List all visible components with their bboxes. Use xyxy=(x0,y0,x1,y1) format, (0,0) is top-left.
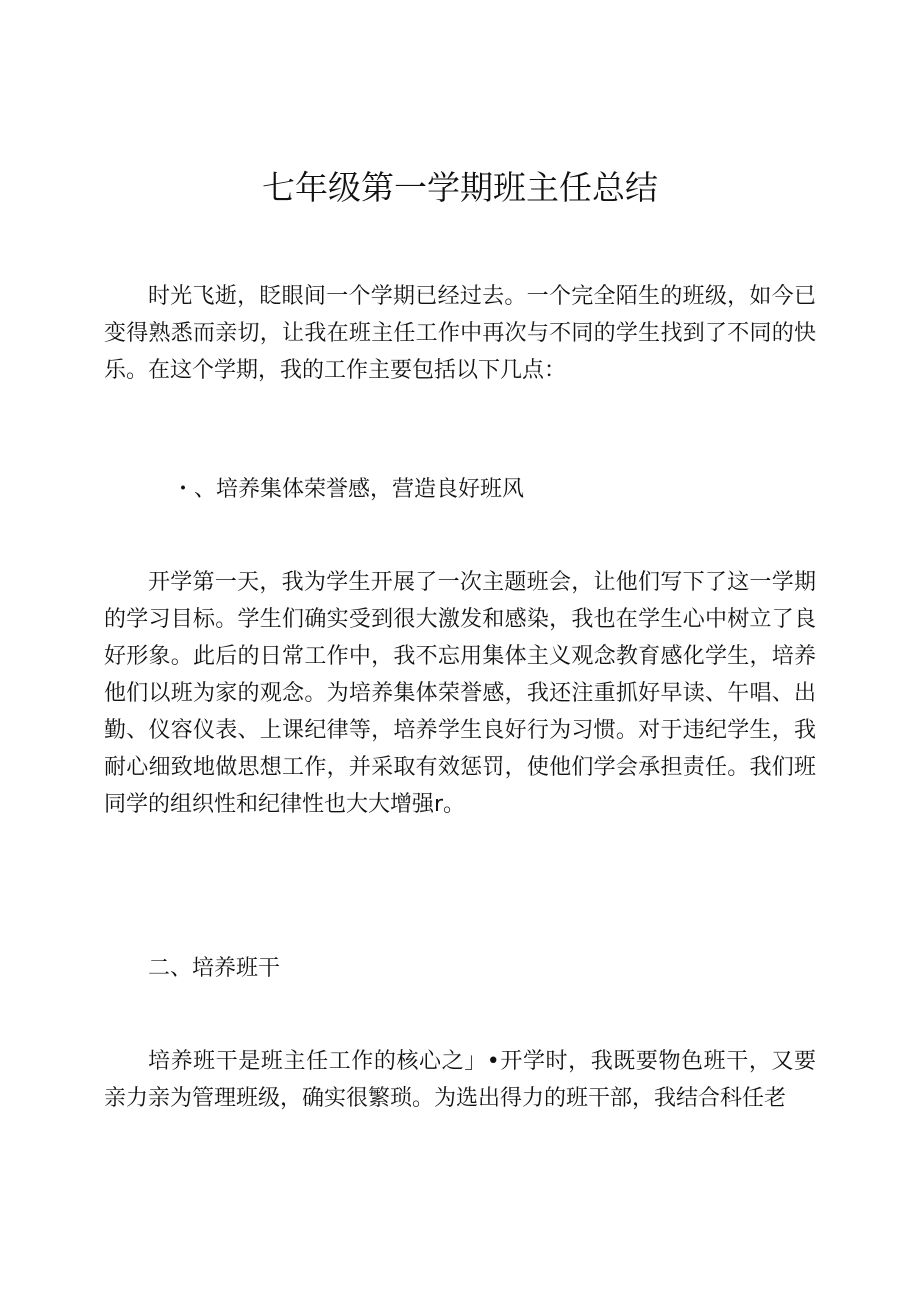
section-heading-1: ・、培养集体荣誉感，营造良好班风 xyxy=(172,477,525,502)
intro-paragraph: 时光飞逝，眨眼间一个学期已经过去。一个完全陌生的班级，如今已变得熟悉而亲切，让我在班主任工作中再次与不同的学生找到了不同的快乐。在这个学期，我的工作主要包括以下几点： xyxy=(104,284,816,383)
document-title: 七年级第一学期班主任总结 xyxy=(262,168,658,207)
section-heading-2: 二、培养班干 xyxy=(148,956,281,981)
section-1-paragraph: 开学第一天，我为学生开展了一次主题班会，让他们写下了这一学期的学习目标。学生们确实受到很大激发和感染，我也在学生心中树立了良好形象。此后的日常工作中，我不忘用集体主义观念教育感化学生，培养他们以班为家的观念。为培养集体荣誉感，我还注重抓好早读、午唱、出勤、仪容仪表、上课纪律等，培养学生良好行为习惯。对于违纪学生，我耐心细致地做思想工作，并采取有效惩罚，使他们学会承担责任。我们班同学的组织性和纪律性也大大增强r。 xyxy=(104,570,816,817)
section-2-paragraph: 培养班干是班主任工作的核心之」•开学时，我既要物色班干，又要亲力亲为管理班级，确实很繁琐。为选出得力的班干部，我结合科任老 xyxy=(104,1049,816,1111)
